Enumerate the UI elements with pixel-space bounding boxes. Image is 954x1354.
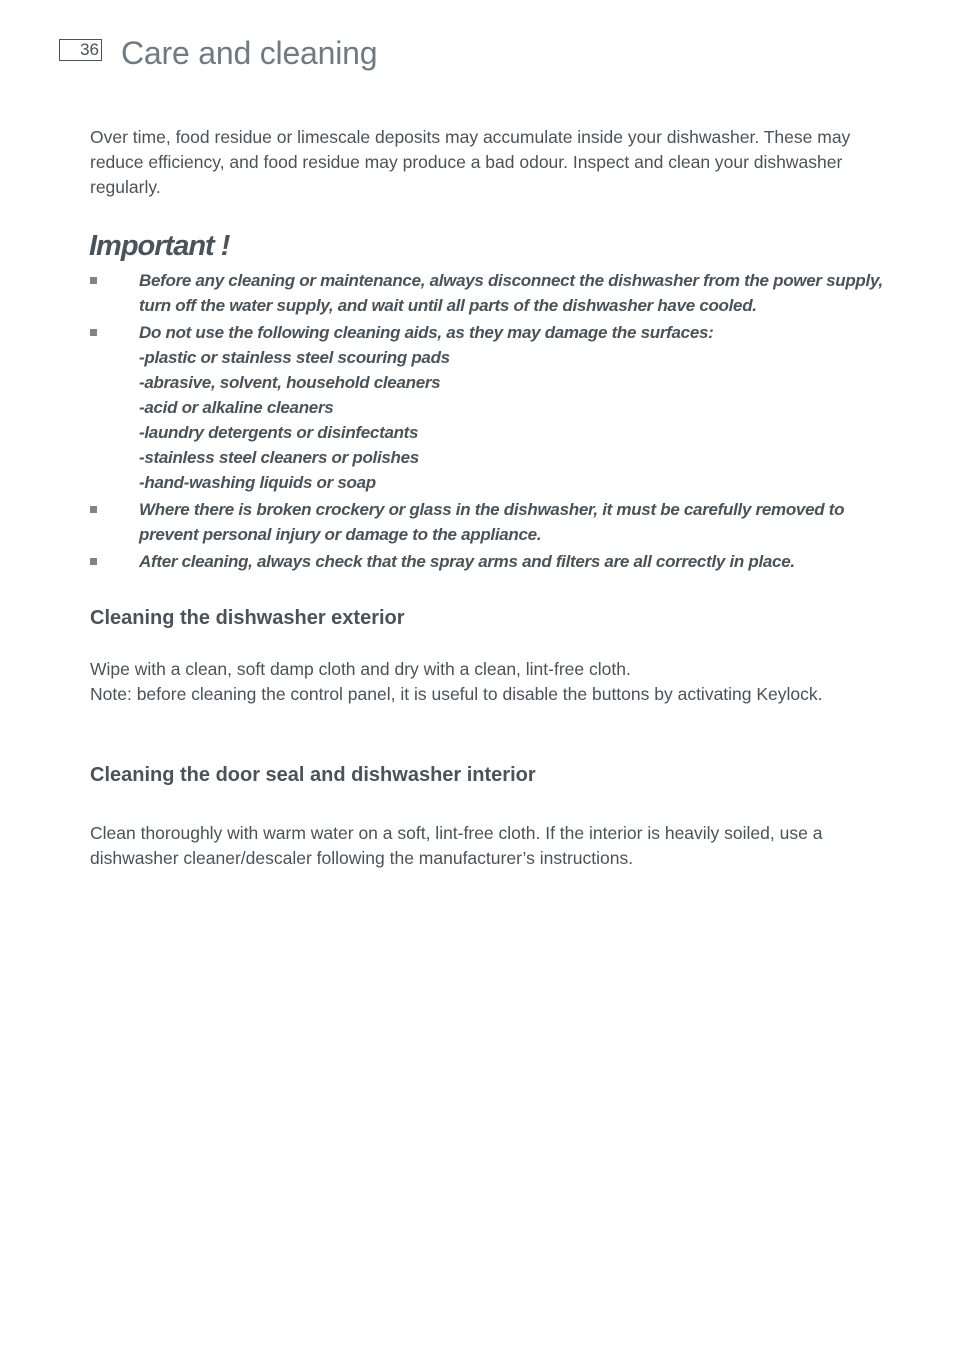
exterior-heading: Cleaning the dishwasher exterior <box>90 607 405 629</box>
page-title: Care and cleaning <box>121 35 378 71</box>
important-item-text: Do not use the following cleaning aids, as they may damage the surfaces: <box>139 323 714 342</box>
important-item-broken-glass <box>90 497 890 547</box>
interior-paragraph: Clean thoroughly with warm water on a soft, lint-free cloth. If the interior is heavily soiled, use a dishwasher cleaner/descaler following the manufacturer’s instructions. <box>90 823 823 868</box>
cleaning-aid-item: -plastic or stainless steel scouring pads <box>139 348 450 367</box>
exterior-note-line: Note: before cleaning the control panel, it is useful to disable the buttons by activating Keylock. <box>90 684 823 704</box>
square-bullet-icon <box>90 506 97 513</box>
intro-paragraph: Over time, food residue or limescale deposits may accumulate inside your dishwasher. These may reduce efficiency, and food residue may produce a bad odour. Inspect and clean your dishwasher regularly. <box>90 127 851 197</box>
square-bullet-icon <box>90 329 97 336</box>
cleaning-aid-item: -abrasive, solvent, household cleaners <box>139 373 441 392</box>
square-bullet-icon <box>90 558 97 565</box>
interior-heading: Cleaning the door seal and dishwasher interior <box>90 764 536 786</box>
important-list <box>90 268 890 576</box>
important-item-cleaning-aids <box>90 320 890 495</box>
page-number: 36 <box>59 39 102 61</box>
important-item-check-parts <box>90 549 890 574</box>
exterior-text-line: Wipe with a clean, soft damp cloth and dry with a clean, lint-free cloth. <box>90 659 631 679</box>
important-heading: Important ! <box>89 230 230 262</box>
important-item-text: Where there is broken crockery or glass in the dishwasher, it must be carefully removed to prevent personal injury or damage to the appliance. <box>139 500 845 544</box>
cleaning-aid-item: -acid or alkaline cleaners <box>139 398 334 417</box>
cleaning-aid-item: -stainless steel cleaners or polishes <box>139 448 419 467</box>
cleaning-aid-item: -laundry detergents or disinfectants <box>139 423 419 442</box>
exterior-paragraph <box>90 657 870 707</box>
important-item-text: Before any cleaning or maintenance, always disconnect the dishwasher from the power supply, turn off the water supply, and wait until all parts of the dishwasher have cooled. <box>139 271 883 315</box>
important-item-text: After cleaning, always check that the spray arms and filters are all correctly in place. <box>139 552 795 571</box>
important-item-disconnect <box>90 268 890 318</box>
square-bullet-icon <box>90 277 97 284</box>
cleaning-aid-item: -hand-washing liquids or soap <box>139 473 376 492</box>
